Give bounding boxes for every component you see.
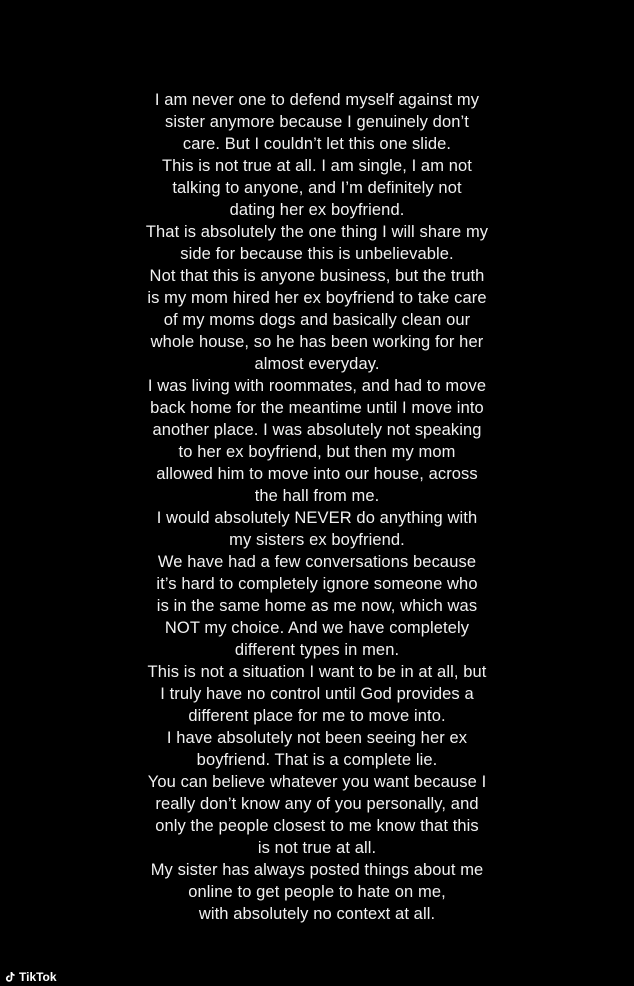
- story-line: talking to anyone, and I’m definitely not: [172, 179, 462, 197]
- story-line: care. But I couldn’t let this one slide.: [182, 135, 452, 153]
- story-line: it’s hard to completely ignore someone who: [156, 575, 478, 593]
- story-line: with absolutely no context at all.: [198, 905, 436, 923]
- story-line: to her ex boyfriend, but then my mom: [178, 443, 456, 461]
- story-line: the hall from me.: [254, 487, 380, 505]
- story-line: is my mom hired her ex boyfriend to take care: [147, 289, 487, 307]
- story-line: side for because this is unbelievable.: [180, 245, 454, 263]
- story-line: This is not a situation I want to be in at all, but: [147, 663, 487, 681]
- story-line: Not that this is anyone business, but the truth: [149, 267, 485, 285]
- story-line: I have absolutely not been seeing her ex: [166, 729, 468, 747]
- story-line: is not true at all.: [257, 839, 377, 857]
- story-line: of my moms dogs and basically clean our: [163, 311, 471, 329]
- story-line: whole house, so he has been working for her: [150, 333, 484, 351]
- story-line: boyfriend. That is a complete lie.: [196, 751, 438, 769]
- story-line: different types in men.: [234, 641, 400, 659]
- story-line: That is absolutely the one thing I will share my: [145, 223, 489, 241]
- watermark-label: TikTok: [19, 970, 57, 984]
- tiktok-watermark: [4, 970, 57, 984]
- story-line: online to get people to hate on me,: [188, 883, 446, 901]
- story-line: back home for the meantime until I move into: [150, 399, 484, 417]
- story-line: is in the same home as me now, which was: [156, 597, 478, 615]
- story-line: my sisters ex boyfriend.: [229, 531, 405, 549]
- story-line: My sister has always posted things about me: [150, 861, 484, 879]
- story-line: different place for me to move into.: [188, 707, 446, 725]
- story-line: NOT my choice. And we have completely: [164, 619, 470, 637]
- story-line: This is not true at all. I am single, I am not: [162, 157, 472, 175]
- story-line: another place. I was absolutely not speaking: [152, 421, 482, 439]
- story-line: I would absolutely NEVER do anything with: [156, 509, 478, 527]
- tiktok-icon: [4, 971, 16, 983]
- story-line: I am never one to defend myself against my: [154, 91, 480, 109]
- story-line: really don’t know any of you personally, and: [155, 795, 479, 813]
- story-line: almost everyday.: [254, 355, 380, 373]
- story-line: I was living with roommates, and had to move: [147, 377, 487, 395]
- story-line: only the people closest to me know that this: [155, 817, 479, 835]
- story-line: I truly have no control until God provides a: [160, 685, 474, 703]
- story-line: sister anymore because I genuinely don’t: [165, 113, 469, 131]
- story-line: You can believe whatever you want because I: [147, 773, 487, 791]
- story-line: We have had a few conversations because: [157, 553, 477, 571]
- story-text: [0, 89, 634, 925]
- story-line: dating her ex boyfriend.: [229, 201, 405, 219]
- story-line: allowed him to move into our house, across: [156, 465, 478, 483]
